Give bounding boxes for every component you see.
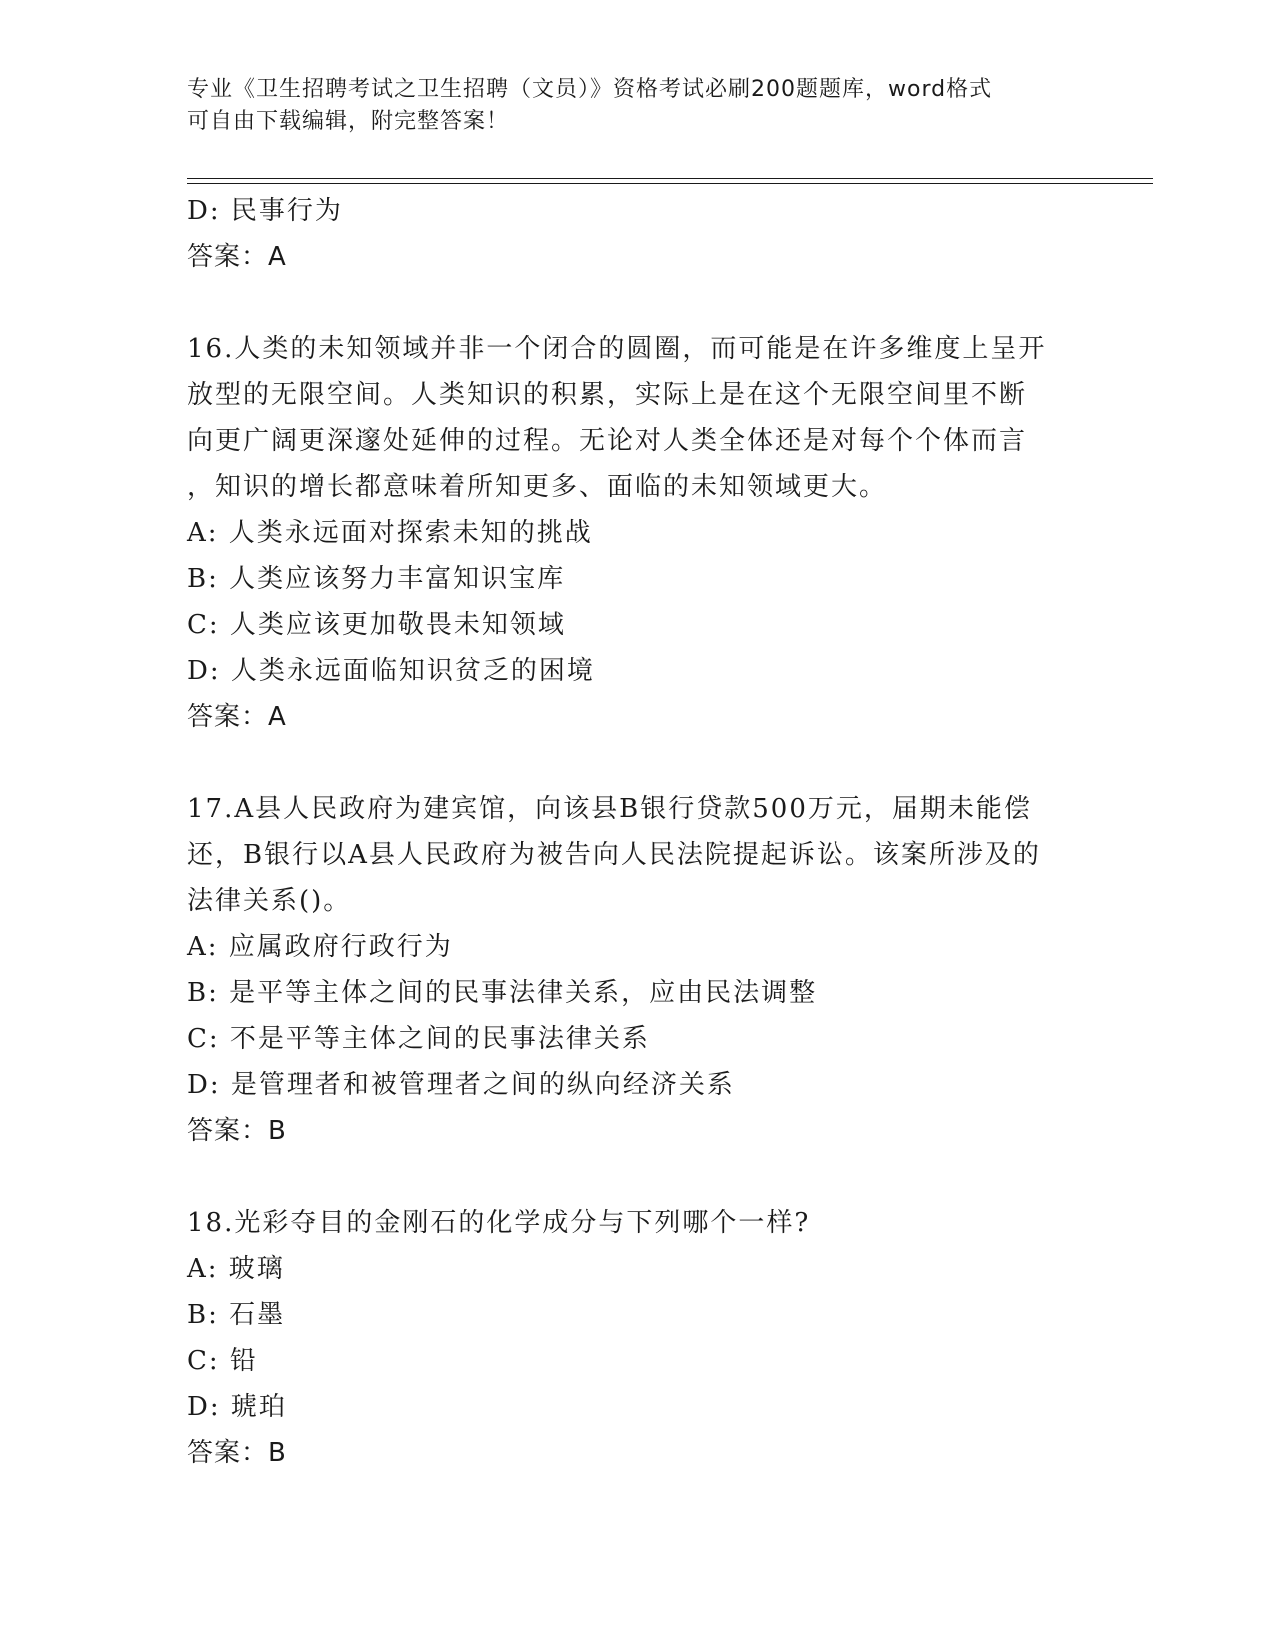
question-18 bbox=[187, 1200, 1087, 1476]
answer-label: 答案：A bbox=[187, 242, 287, 272]
option-b: B: 石墨 bbox=[187, 1300, 286, 1330]
question-text-line: 16.人类的未知领域并非一个闭合的圆圈，而可能是在许多维度上呈开 bbox=[187, 334, 1047, 364]
answer-label: 答案：B bbox=[187, 1116, 287, 1146]
option-c: C: 人类应该更加敬畏未知领域 bbox=[187, 610, 566, 640]
option-b: B: 是平等主体之间的民事法律关系，应由民法调整 bbox=[187, 978, 818, 1008]
question-text-line: 还，B银行以A县人民政府为被告向人民法院提起诉讼。该案所涉及的 bbox=[187, 840, 1041, 870]
answer-label: 答案：A bbox=[187, 702, 287, 732]
option-d: D: 民事行为 bbox=[187, 196, 343, 226]
question-list bbox=[187, 188, 1087, 1476]
option-a: A: 人类永远面对探索未知的挑战 bbox=[187, 518, 593, 548]
option-a: A: 玻璃 bbox=[187, 1254, 285, 1284]
spacer bbox=[187, 280, 1087, 326]
option-c: C: 不是平等主体之间的民事法律关系 bbox=[187, 1024, 650, 1054]
option-c: C: 铅 bbox=[187, 1346, 258, 1376]
spacer bbox=[187, 740, 1087, 786]
option-a: A: 应属政府行政行为 bbox=[187, 932, 453, 962]
question-text-line: 放型的无限空间。人类知识的积累，实际上是在这个无限空间里不断 bbox=[187, 380, 1028, 410]
spacer bbox=[187, 1154, 1087, 1200]
option-b: B: 人类应该努力丰富知识宝库 bbox=[187, 564, 566, 594]
question-16 bbox=[187, 326, 1087, 740]
question-text-line: 法律关系()。 bbox=[187, 886, 352, 916]
header-divider-top bbox=[187, 178, 1153, 179]
option-d: D: 是管理者和被管理者之间的纵向经济关系 bbox=[187, 1070, 735, 1100]
question-17 bbox=[187, 786, 1087, 1154]
option-d: D: 人类永远面临知识贫乏的困境 bbox=[187, 656, 595, 686]
option-d: D: 琥珀 bbox=[187, 1392, 287, 1422]
question-text-line: 18.光彩夺目的金刚石的化学成分与下列哪个一样? bbox=[187, 1208, 811, 1238]
header-divider-bottom bbox=[187, 183, 1153, 184]
question-text-line: 17.A县人民政府为建宾馆，向该县B银行贷款500万元，届期未能偿 bbox=[187, 794, 1032, 824]
answer-label: 答案：B bbox=[187, 1438, 287, 1468]
question-text-line: 向更广阔更深邃处延伸的过程。无论对人类全体还是对每个个体而言 bbox=[187, 426, 1028, 456]
question-text-line: ，知识的增长都意味着所知更多、面临的未知领域更大。 bbox=[187, 472, 888, 502]
document-header: 专业《卫生招聘考试之卫生招聘（文员）》资格考试必刷200题题库，word格式 可自由下载编辑，附完整答案！ bbox=[187, 77, 993, 134]
